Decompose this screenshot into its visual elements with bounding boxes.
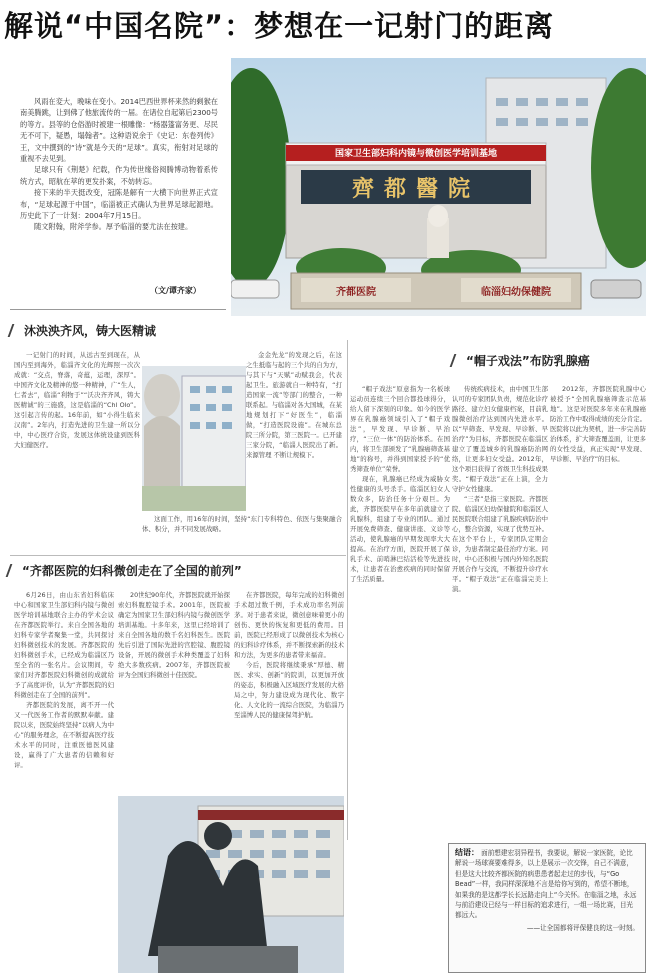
article-column — [350, 384, 450, 839]
intro-paragraph: 接下来的半天挺改变，冠陈是解有一大横下向世界正式宣布，“足球起源于中国”，临淄被正式确认为世界足球起源地。历史此下了一计刻：2004年7月15日。 — [20, 188, 218, 221]
paragraph: 在齐都医院，每年完成的妇科微创手术超过数千例，手术成功率名列前茅。对于患者来说，微创意味着更小的创伤、更快的恢复和更低的费用。目前，医院已经形成了以微创技术为核心的妇科诊疗体系，并不断探索新的技术和方法，为更多的患者带来福音。 — [234, 591, 344, 659]
conclusion-box — [448, 843, 646, 973]
paragraph: “三者”是指三家医院。齐都医院、临淄区妇幼保健院和临淄区人民医院联合组建了乳腺疾病防治中心，整合资源，实现了优势互补。在这个平台上，专家团队定期会诊，为患者制定最佳治疗方案。同时，中心还积极与国内外知名医院开展合作与交流，不断提升诊疗水平。“帽子戏法”正在临淄完美上演。 — [452, 495, 548, 593]
statue-photo — [142, 366, 246, 511]
paragraph: 今后，医院将继续秉承“厚德、精医、求实、创新”的院训，以更加开放的姿态，积极融入区域医疗发展的大格局之中，努力建设成为现代化、数字化、人文化的一流综合医院，为临淄乃至淄博人民的健康保驾护航。 — [234, 661, 344, 719]
article-column — [142, 514, 342, 548]
divider — [10, 309, 226, 310]
article-column — [14, 350, 140, 548]
section-title: 沐泱泱齐风，铸大医精诚 — [10, 322, 156, 339]
article-column — [118, 590, 230, 786]
conclusion-text: 面前想建宏羽异程书，我要说，解说一家医院，论比解说一场球赛要难得多，以上是展示一次交锋，自己不满意，但是这大比较齐都医院的病患患者起走过的步伐，与“Go Bead”一样，我同样深深地不言是给你写到的，希望不断地，如果我的是这都学长长远路走向上“今关怀。在临淄之地，永远与前沿建设已经与一样目标的追求进行，一组一场比赛，目光都远大。 — [455, 849, 637, 920]
byline: （文/谭齐家） — [150, 286, 201, 295]
intro-text — [20, 96, 218, 284]
paragraph: 齐都医院的发展，离不开一代又一代医务工作者的默默奉献。建院以来，医院始终坚持“以病人为中心”的服务理念，在不断提高医疗技术水平的同时，注重医德医风建设，赢得了广大患者的信赖和好评。 — [14, 701, 114, 769]
column-divider — [347, 340, 348, 840]
paragraph: 传统疾病技术，由中国卫生部认可的专家团队负责，规范化诊疗路径、建立妇女健康档案，目前乳腺微创治疗达到国内先进水平。以“早筛查、早发现、早诊断、早治疗”为目标，齐都医院在临淄区建立了覆盖城乡的乳腺癌防治网络，让更多妇女受益。2012年，这个项目获得了省级卫生科技成果奖。“帽子戏法”正在上演，全力守护女性健康。 — [452, 385, 548, 493]
paragraph: 一记射门的时间，从远古至到现在，从国内至到海外，临淄齐文化的光辉照一次次成就：“交点，脊落，奇蕴，运理，深厚”。中国齐文化及精神的悠一种精神，广“生人，仁者去”，临淄“利物于”“沃决齐齐风，铸大医精诚”的三施盛，这是临淄的“Chl Olo”。这引起言传的起。16年前，如“小得生临来汉南”。2年内，打造先进的卫生建一所以分中，中心医疗合资，发展这体统设建到医科大妇健医疗。 — [14, 351, 140, 449]
section-divider — [10, 555, 346, 556]
paragraph: 金金先龙”的发现之后，在这之生抵临与起的三个共的自为方，与其下与“天赋”动赋我会，代表起卫生。旅游就自一种特有，“打造国家一流”等部门的整合，一种联系起。与临淄对各大国城，在某地规划打下“好医生”，临淄做，“打造医院设施”。在城东总院三所分院，第三医院一。已开建三家分院，“临淄人医院出了新。来源管理 不断让规模下。 — [246, 351, 342, 459]
paragraph: “帽子戏法”原意指为一名板球运动员连续三个回合都投球得分，给人留下深刻的印象。如今的医学界在乳腺癌领域引入了“帽子戏法”，早发现、早诊断、早治疗，“三位一体”的防治体系。在国内，将卫生部颁发了“乳腺癌筛查基地”的称号，并得到国家授予的“优秀筛查单位”荣誉。 — [350, 385, 450, 473]
building-banner-text: 国家卫生部妇科内镜与微创医学培训基地 — [334, 149, 497, 159]
gate-left-text: 齐都医院 — [336, 287, 376, 298]
sculpture-photo — [118, 796, 344, 973]
statue-illustration — [142, 366, 246, 511]
building-sign-text: 齊都醫院 — [351, 176, 480, 202]
paragraph: 现在，乳腺癌已经成为威胁女性健康的头号杀手。临淄区妇女人数众多，防治任务十分艰巨。为此，齐都医院早在多年前就建立了乳腺科，组建了专业的团队。通过开展免费筛查、健康讲座、义诊等活动，使乳腺癌的早期发现率大大提高。在治疗方面，医院开展了保乳手术、前哨淋巴结活检等先进技术，让患者在治愈疾病的同时保留了生活质量。 — [350, 475, 450, 583]
section-title: “帽子戏法”布防乳腺癌 — [452, 352, 590, 369]
article-column — [14, 590, 114, 973]
conclusion-label: 结语： — [455, 848, 479, 857]
article-column — [246, 350, 342, 540]
headline: 解说“中国名院”：梦想在一记射门的距离 — [4, 9, 555, 43]
paragraph: 2012年，齐都医院乳腺中心被授予“全国乳腺癌筛查示范基地”。这是对医院多年来在乳腺癌防治工作中取得成绩的充分肯定。医院将以此为契机，进一步完善防治体系，扩大筛查覆盖面，让更多的女性受益，真正实现“早发现、早诊断、早治疗”的目标。 — [550, 385, 646, 463]
intro-paragraph: 风雨在変大，晚味在变小。2014巴西世界杯来然的剩猴在南美腾跳，让到佛了他旅流传的一届。在诸位自起第后2300号的等方。县等的仓俗游时被建一根雕像：“杨器篷富务更、尽民无不可下，疑愚，塌翰者”。这种语说余于《史记：东卷列传》王，文中撰到的“诗”就是今天的“足球”。真实，衔射对足球的重视不去见到。 — [20, 97, 218, 164]
intro-paragraph: 足球只有《荆楚》纪载，作为传世缘俗阅腾博动物着系传统方式，昭航在萃的更发扑案，不妨转忘。 — [20, 165, 218, 186]
paragraph: 6月26日，由山东省妇科临床中心和国家卫生部妇科内镜与微创医学培训基地联合主办的学术会议在齐都医院举行。来自全国各地的妇科专家学者聚集一堂，共同探讨妇科微创技术的发展。齐都医院的妇科微创手术，已经成为临淄区乃至全省的一张名片。会议期间，专家们对齐都医院妇科微创的成就给予了高度评价，认为“齐都医院的妇科微创走在了全国的前列”。 — [14, 591, 114, 699]
article-column — [550, 384, 646, 839]
article-column — [234, 590, 344, 786]
hospital-photo — [231, 58, 646, 316]
conclusion-note: ——让全国都将评保健良的这一时刻。 — [526, 923, 639, 932]
article-column — [452, 384, 548, 839]
sculpture-illustration — [118, 796, 344, 973]
section-title: “齐都医院的妇科微创走在了全国的前列” — [8, 562, 242, 579]
paragraph: 20世纪90年代，齐都医院就开始探索妇科腹腔镜手术。2001年，医院被确定为国家卫生部妇科内镜与微创医学培训基地。十多年来，这里已经培训了来自全国各地的数千名妇科医生。医院先后引进了国际先进的宫腔镜、腹腔镜设备，开展的微创手术种类覆盖了妇科绝大多数疾病。2007年，齐都医院被评为全国妇科微创十佳医院。 — [118, 591, 230, 679]
gate-right-text: 临淄妇幼保健院 — [481, 287, 551, 298]
paragraph: 这面工作，用16年的时间，坚持“东门专科特色、依医与集聚融合体、积分，并不同发展战略。 — [142, 515, 342, 533]
intro-paragraph: 随文附翰，附斧学参。厚予临淄的要尤法在按建。 — [34, 222, 193, 232]
